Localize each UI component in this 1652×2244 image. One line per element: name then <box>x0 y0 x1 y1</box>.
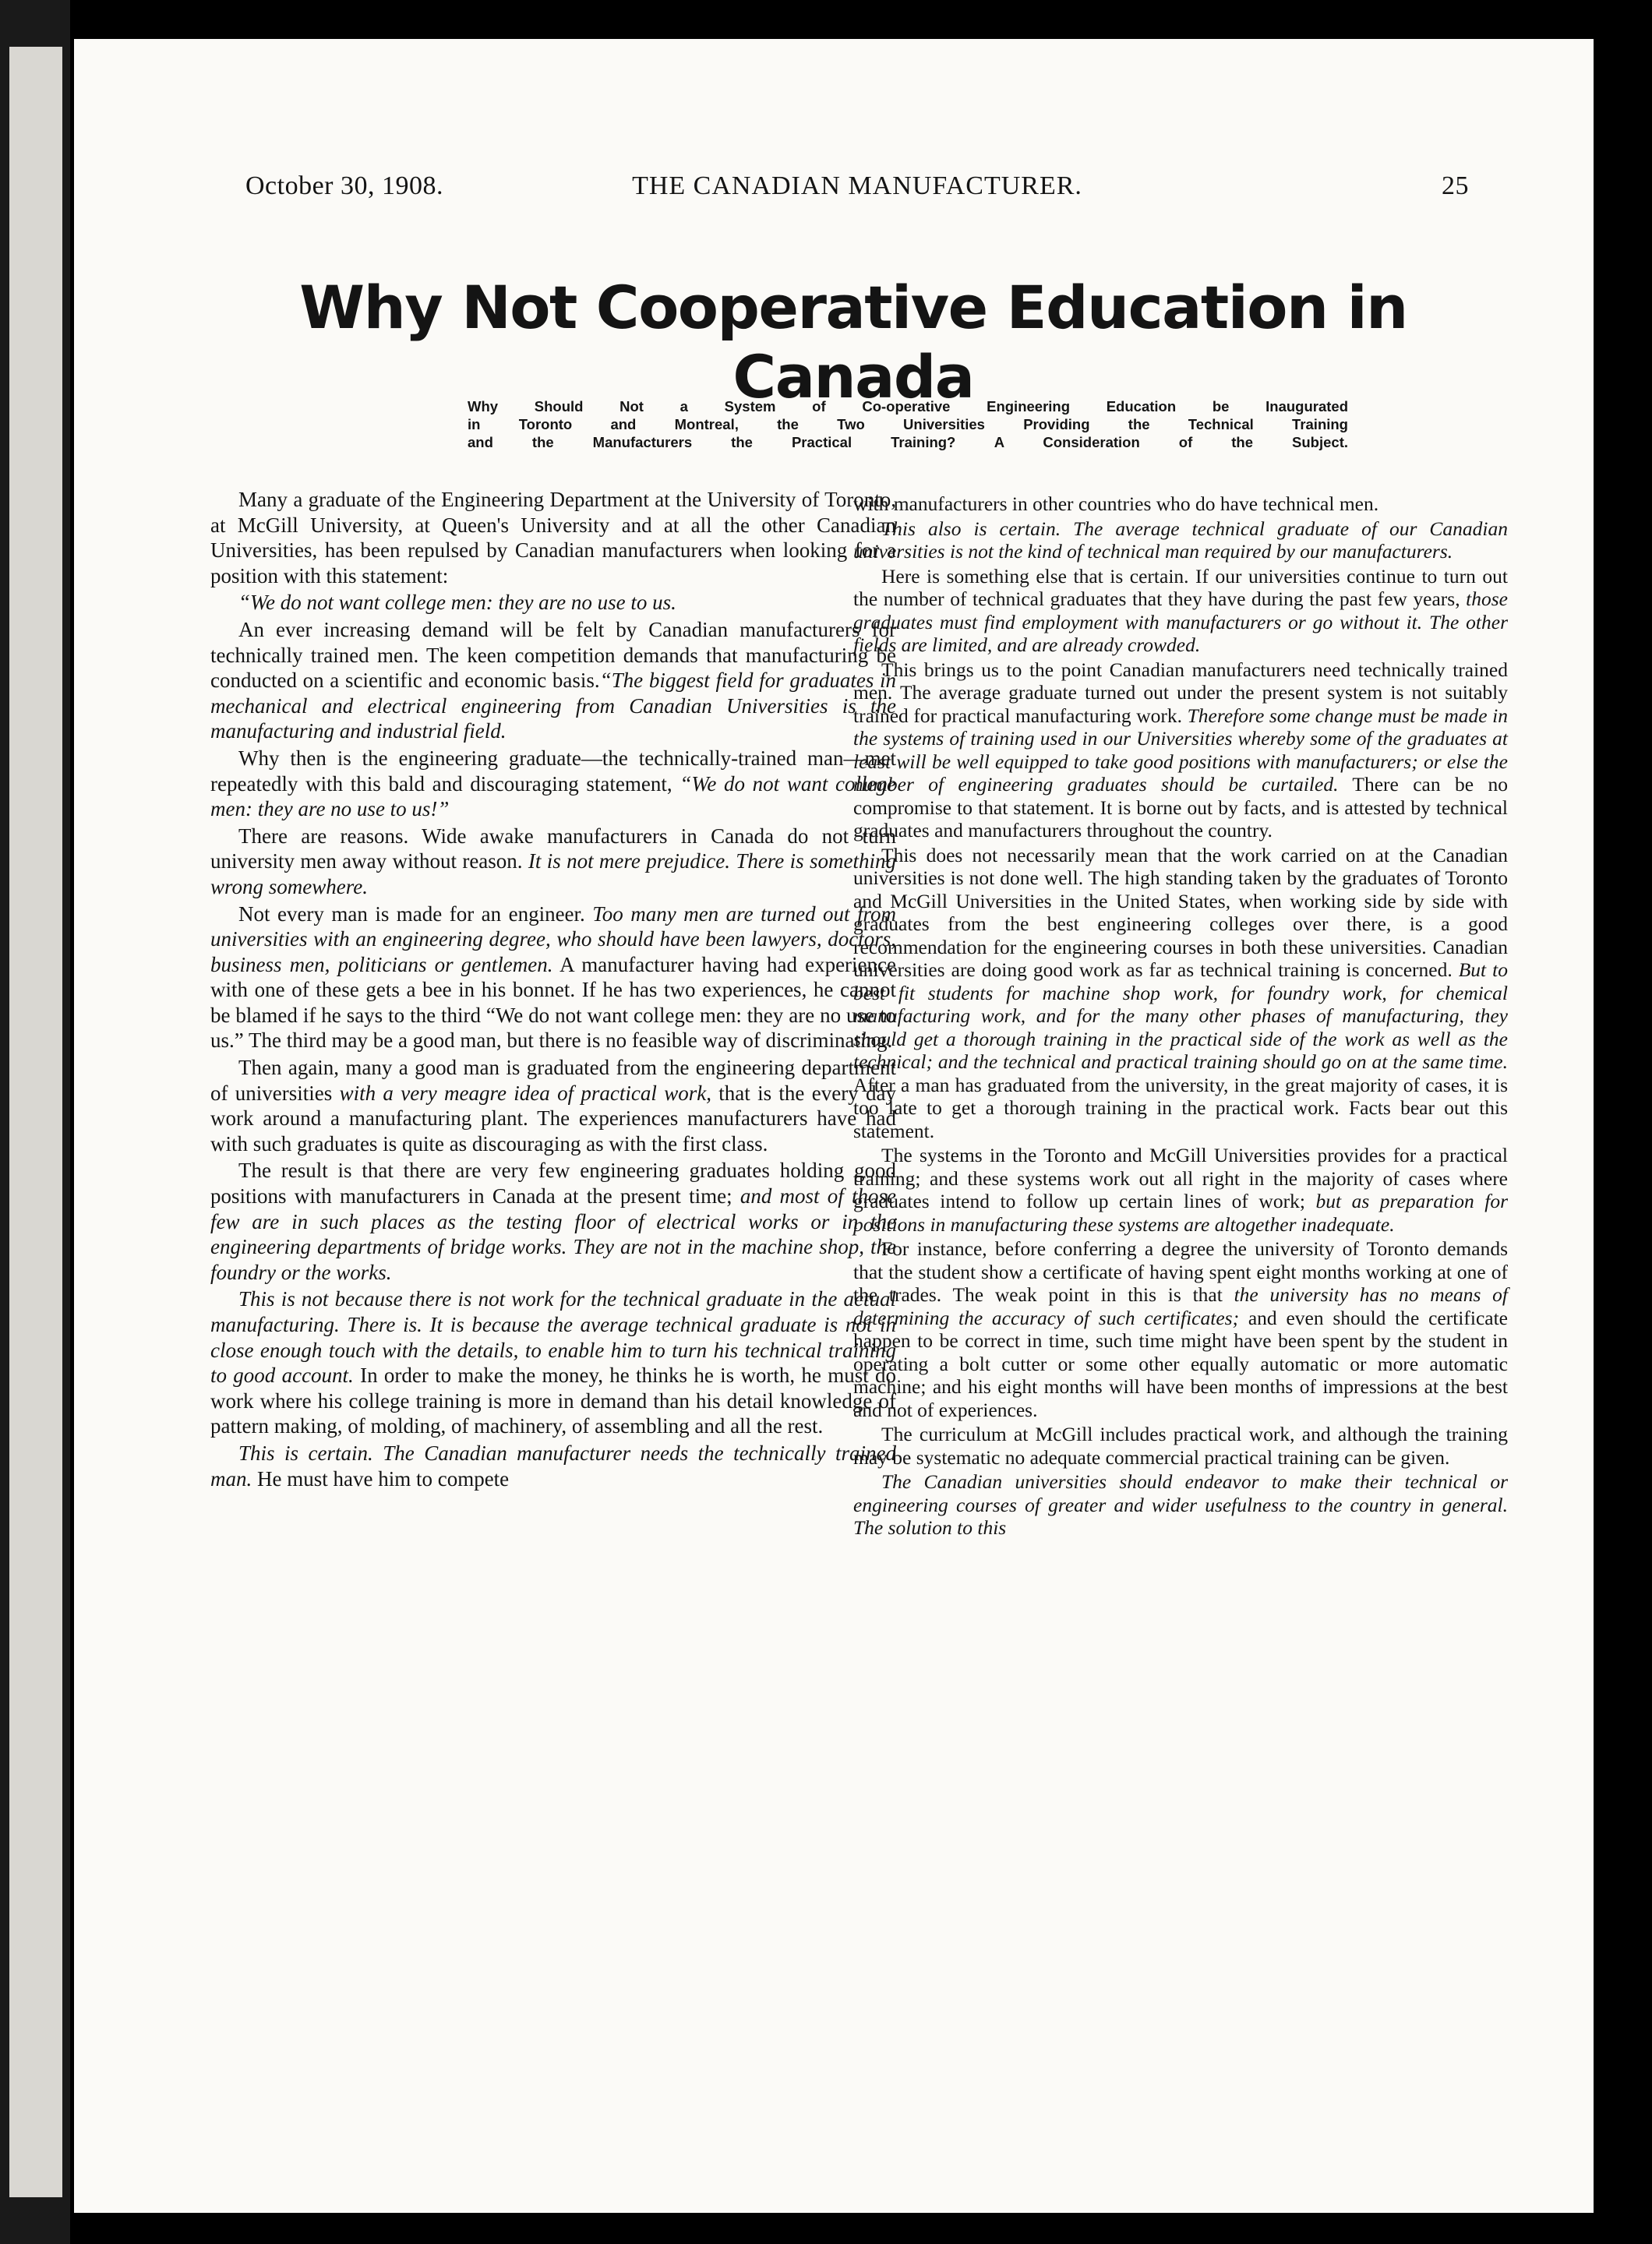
body-text: The curriculum at McGill includes practical work, and although the training may be systematic no adequate commercial practical training can be given. <box>853 1423 1508 1469</box>
emphasis-text: with a very meagre idea of practical work, <box>339 1081 711 1105</box>
emphasis-text: “We do not want college men: they are no use to us!” <box>210 771 896 821</box>
paragraph <box>853 1423 1508 1469</box>
paragraph <box>210 746 896 822</box>
right-column <box>853 492 1508 1541</box>
paragraph <box>853 658 1508 842</box>
emphasis-text: It is not mere prejudice. There is something wrong somewhere. <box>210 849 896 898</box>
paragraph <box>210 1441 896 1491</box>
body-text: with manufacturers in other countries who do have technical men. <box>853 492 1379 515</box>
paragraph <box>853 1470 1508 1540</box>
emphasis-text: This also is certain. The average technical graduate of our Canadian universities is not the kind of technical man required by our manufacturers. <box>853 517 1508 563</box>
publication-title: THE CANADIAN MANUFACTURER. <box>632 171 1082 200</box>
body-text: that is the every day work around a manufacturing plant. The experiences manufacturers have had with such graduates is quite as discouraging as with the first class. <box>210 1081 896 1156</box>
body-text: There are reasons. Wide awake manufacturers in Canada do not turn university men away without reason. <box>210 824 896 873</box>
emphasis-text: But to best fit students for machine shop work, for foundry work, for chemical manufacturing work, and for the many other phases of manufacturing, they should get a thorough training in the practical side of the work as well as the technical; and the technical and practical training should go on at the same time. <box>853 958 1508 1073</box>
emphasis-text: “The biggest field for graduates in mechanical and electrical engineering from Canadian Universities is the manufacturing and industrial field. <box>210 669 896 743</box>
body-text: and even should the certificate happen to be correct in time, such time might have been spent by the student in operating a bolt cutter or some other equally automatic or more automatic machine; and his eight months will have been months of impressions at the best and not of experiences. <box>853 1306 1508 1421</box>
emphasis-text: The Canadian universities should endeavor to make their technical or engineering courses of greater and wider usefulness to the country in general. The solution to this <box>853 1470 1508 1539</box>
emphasis-text: the university has no means of determining the accuracy of such certificates; <box>853 1283 1508 1329</box>
emphasis-text: those graduates must find employment with manufacturers or go without it. The other fields are limited, and are already crowded. <box>853 587 1508 656</box>
body-text: For instance, before conferring a degree the university of Toronto demands that the student show a certificate of having spent eight months working at one of the trades. The weak point in this is that <box>853 1237 1508 1306</box>
body-text: This does not necessarily mean that the work carried on at the Canadian universities is not done well. The high standing taken by the graduates of Toronto and McGill Universities in the United States, when working side by side with graduates from the best engineering colleges over there, is a good recommendation for the engineering courses in both these universities. Canadian universities are doing good work as far as technical training is concerned. <box>853 843 1508 981</box>
paragraph <box>853 1144 1508 1236</box>
emphasis-text: but as preparation for positions in manufacturing these systems are altogether inadequate. <box>853 1190 1508 1236</box>
paragraph <box>210 617 896 744</box>
paragraph <box>853 517 1508 563</box>
body-text: Why then is the engineering graduate—the technically-trained man—met repeatedly with this bald and discouraging statement, <box>210 746 896 796</box>
body-text: After a man has graduated from the university, in the great majority of cases, it is too late to get a thorough training in the practical work. Facts bear out this statement. <box>853 1073 1508 1142</box>
body-text: The systems in the Toronto and McGill Universities provides for a practical training; and these systems work out all right in the majority of cases where graduates intend to follow up certain lines of work; <box>853 1144 1508 1212</box>
body-text: Not every man is made for an engineer. <box>238 901 593 926</box>
paragraph <box>210 1055 896 1156</box>
paragraph <box>853 1237 1508 1421</box>
article-deck <box>468 397 1348 451</box>
body-text: Then again, many a good man is graduated from the engineering department of universities <box>210 1056 896 1105</box>
body-text: This brings us to the point Canadian manufacturers need technically trained men. The average graduate turned out under the present system is not suitably trained for practical manufacturing work. <box>853 658 1508 727</box>
emphasis-text: This is certain. The Canadian manufacturer needs the technically trained man. <box>210 1441 896 1491</box>
body-text: He must have him to compete <box>252 1466 510 1491</box>
paragraph <box>210 487 896 588</box>
body-text: In order to make the money, he thinks he is worth, he must do work where his college training is more in demand than his detail knowledge of pattern making, of molding, of machinery, of assembling and all the rest. <box>210 1364 896 1438</box>
page-number: 25 <box>1442 171 1469 200</box>
magazine-page <box>74 39 1594 2213</box>
paragraph <box>210 1158 896 1285</box>
deck-line: in Toronto and Montreal, the Two Universities Providing the Technical Training <box>468 416 1348 432</box>
adjacent-page-edge <box>0 0 70 2244</box>
paragraph <box>853 492 1508 516</box>
issue-date: October 30, 1908. <box>245 171 444 200</box>
deck-line: Why Should Not a System of Co-operative Engineering Education be Inaugurated <box>468 398 1348 415</box>
paragraph <box>210 824 896 900</box>
body-text: A manufacturer having had experience with one of these gets a bee in his bonnet. If he has two experiences, he cannot be blamed if he says to the third “We do not want college men: they are no use to us.” The third may be a good man, but there is no feasible way of discriminating. <box>210 952 896 1053</box>
left-column <box>210 487 896 1493</box>
emphasis-text: This is not because there is not work for the technical graduate in the actual manufacturing. There is. It is because the average technical graduate is not in close enough touch with the details, to enable him to turn his technical training to good account. <box>210 1287 896 1388</box>
body-text: The result is that there are very few engineering graduates holding good positions with manufacturers in Canada at the present time; <box>210 1159 896 1208</box>
emphasis-text: Therefore some change must be made in the systems of training used in our Universities whereby some of the graduates at least will be well equipped to take good positions with manufacturers; or else the number of engineering graduates should be curtailed. <box>853 704 1508 796</box>
paragraph <box>210 590 896 616</box>
paragraph <box>210 1286 896 1439</box>
running-header <box>245 171 1469 210</box>
emphasis-text: Too many men are turned out from universities with an engineering degree, who should have been lawyers, doctors, business men, politicians or gentlemen. <box>210 901 897 976</box>
body-text: Many a graduate of the Engineering Department at the University of Toronto, at McGill University, at Queen's University and at all the other Canadian Universities, has been repulsed by Canadian manufacturers when looking for a position with this statement: <box>210 488 896 587</box>
body-text: Here is something else that is certain. If our universities continue to turn out the number of technical graduates that they have during the past few years, <box>853 564 1508 610</box>
deck-line: and the Manufacturers the Practical Training? A Consideration of the Subject. <box>468 434 1348 450</box>
paragraph <box>210 901 896 1054</box>
paragraph <box>853 565 1508 657</box>
paragraph <box>853 844 1508 1143</box>
article-title: Why Not Cooperative Education in Canada <box>299 273 1407 411</box>
body-text: There can be no compromise to that statement. It is borne out by facts, and is attested by technical graduates and manufacturers throughout the country. <box>853 773 1508 842</box>
body-text: An ever increasing demand will be felt by Canadian manufacturers for technically trained men. The keen competition demands that manufacturing be conducted on a scientific and economic basis. <box>210 617 896 693</box>
emphasis-text: “We do not want college men: they are no use to us. <box>238 591 676 615</box>
adjacent-page-strip <box>9 47 62 2197</box>
emphasis-text: and most of those few are in such places as the testing floor of electrical works or in the engineering departments of bridge works. They are not in the machine shop, the foundry or the works. <box>210 1184 896 1284</box>
